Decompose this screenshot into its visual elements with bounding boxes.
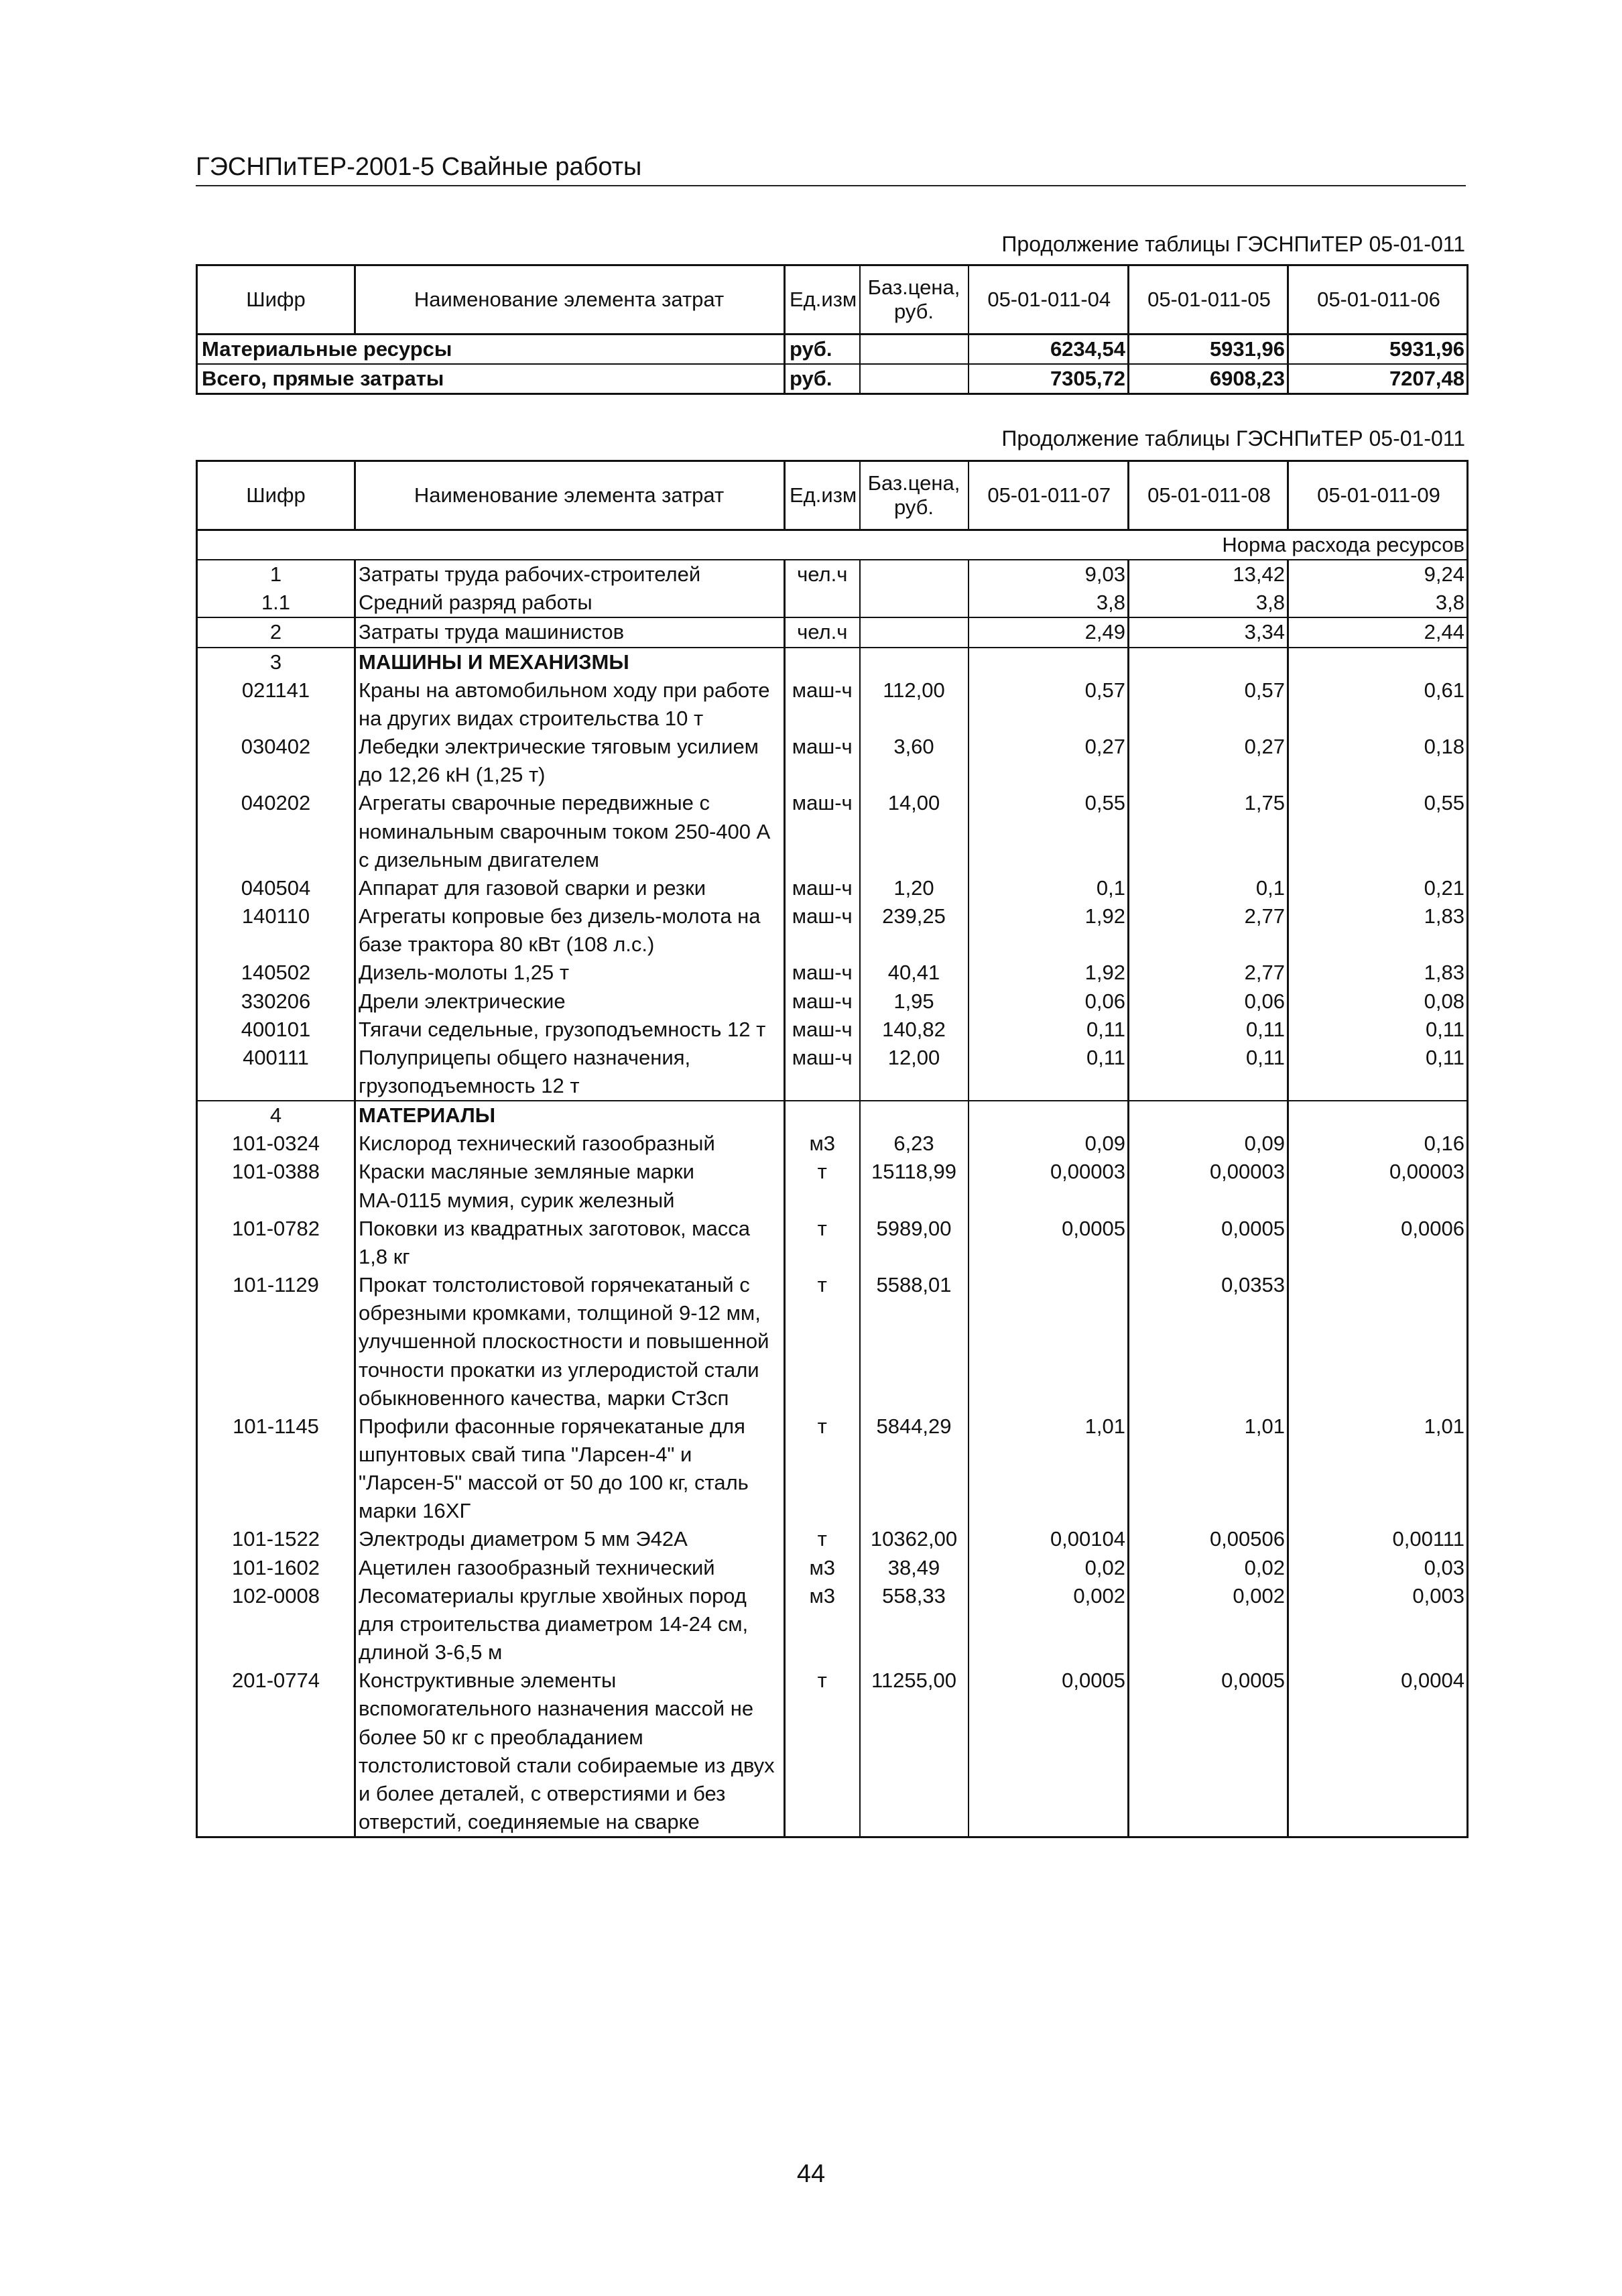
summary-label: Всего, прямые затраты — [197, 364, 785, 394]
row-value: 0,0353 — [1129, 1271, 1288, 1412]
row-value: 0,00104 — [969, 1525, 1129, 1553]
summary-value: 5931,96 — [1129, 335, 1288, 365]
row-value: 0,11 — [1129, 1016, 1288, 1044]
norm-row — [197, 530, 1468, 560]
row-value: 0,002 — [969, 1582, 1129, 1667]
row-value: 1,01 — [1288, 1412, 1468, 1526]
row-price: 5844,29 — [860, 1412, 969, 1526]
row-value: 2,77 — [1129, 902, 1288, 959]
header-code-1: 05-01-011-07 — [969, 461, 1129, 530]
row-value: 0,11 — [969, 1044, 1129, 1101]
row-price: 11255,00 — [860, 1667, 969, 1837]
row-name: Поковки из квадратных заготовок, масса 1,8 кг — [355, 1215, 785, 1271]
summary-value: 7305,72 — [969, 364, 1129, 394]
header-name: Наименование элемента затрат — [355, 461, 785, 530]
row-cipher: 101-1145 — [197, 1412, 355, 1526]
row-name: Электроды диаметром 5 мм Э42А — [355, 1525, 785, 1553]
row-value: 0,00003 — [1129, 1158, 1288, 1214]
summary-row-total — [197, 364, 1468, 394]
table1-caption: Продолжение таблицы ГЭСНПиТЕР 05-01-011 — [1001, 232, 1465, 256]
row-name: Дрели электрические — [355, 987, 785, 1016]
row-cipher: 040504 — [197, 874, 355, 902]
row-price: 558,33 — [860, 1582, 969, 1667]
row-value — [1288, 1271, 1468, 1412]
header-name: Наименование элемента затрат — [355, 265, 785, 335]
table-row — [197, 1582, 1468, 1667]
row-name: МАШИНЫ И МЕХАНИЗМЫ — [355, 648, 785, 676]
row-unit: т — [785, 1215, 860, 1271]
row-value: 3,8 — [1288, 589, 1468, 617]
row-value: 0,0005 — [969, 1215, 1129, 1271]
row-value — [969, 648, 1129, 676]
table-row — [197, 1101, 1468, 1130]
row-value — [1129, 1101, 1288, 1130]
row-value: 0,0005 — [1129, 1215, 1288, 1271]
table-row — [197, 1044, 1468, 1101]
table-row — [197, 617, 1468, 647]
header-unit: Ед.изм — [785, 461, 860, 530]
row-value: 1,75 — [1129, 789, 1288, 873]
table2-caption: Продолжение таблицы ГЭСНПиТЕР 05-01-011 — [1001, 426, 1465, 450]
table-row — [197, 1525, 1468, 1553]
row-value: 0,09 — [1129, 1130, 1288, 1158]
row-value — [969, 1101, 1129, 1130]
row-unit: маш-ч — [785, 902, 860, 959]
row-value: 0,57 — [1129, 676, 1288, 733]
resource-table — [196, 460, 1469, 1838]
row-unit: маш-ч — [785, 1044, 860, 1101]
row-value — [969, 1271, 1129, 1412]
row-name: Тягачи седельные, грузоподъемность 12 т — [355, 1016, 785, 1044]
row-unit: т — [785, 1667, 860, 1837]
row-value: 0,57 — [969, 676, 1129, 733]
row-value: 0,27 — [969, 733, 1129, 789]
row-value: 0,0006 — [1288, 1215, 1468, 1271]
row-unit: т — [785, 1525, 860, 1553]
table-row — [197, 789, 1468, 873]
row-cipher: 3 — [197, 648, 355, 676]
header-rule — [196, 185, 1466, 186]
row-value: 0,11 — [1288, 1016, 1468, 1044]
row-price: 112,00 — [860, 676, 969, 733]
row-price — [860, 617, 969, 647]
row-price: 14,00 — [860, 789, 969, 873]
row-value: 0,02 — [1129, 1554, 1288, 1582]
row-value: 13,42 — [1129, 560, 1288, 589]
row-price: 6,23 — [860, 1130, 969, 1158]
row-name: МАТЕРИАЛЫ — [355, 1101, 785, 1130]
table-row — [197, 902, 1468, 959]
row-name: Агрегаты копровые без дизель-молота на базе трактора 80 кВт (108 л.с.) — [355, 902, 785, 959]
row-name: Конструктивные элементы вспомогательного назначения массой не более 50 кг с преобладанием толстолистовой стали собираемые из двух и более деталей, с отверстиями и без отверстий, соединяемые на сварке — [355, 1667, 785, 1837]
row-cipher: 021141 — [197, 676, 355, 733]
row-value — [1288, 648, 1468, 676]
row-value: 2,49 — [969, 617, 1129, 647]
row-name: Кислород технический газообразный — [355, 1130, 785, 1158]
row-cipher: 1.1 — [197, 589, 355, 617]
table-row — [197, 1554, 1468, 1582]
row-cipher: 400111 — [197, 1044, 355, 1101]
header-price: Баз.цена, руб. — [860, 461, 969, 530]
running-header: ГЭСНПиТЕР-2001-5 Свайные работы — [196, 153, 642, 181]
row-value — [1129, 648, 1288, 676]
row-value: 0,61 — [1288, 676, 1468, 733]
header-unit: Ед.изм — [785, 265, 860, 335]
row-name: Краны на автомобильном ходу при работе на других видах строительства 10 т — [355, 676, 785, 733]
row-value: 0,02 — [969, 1554, 1129, 1582]
row-cipher: 201-0774 — [197, 1667, 355, 1837]
page-number: 44 — [796, 2160, 826, 2188]
row-cipher: 400101 — [197, 1016, 355, 1044]
row-value: 0,00003 — [969, 1158, 1129, 1214]
row-name: Лесоматериалы круглые хвойных пород для строительства диаметром 14-24 см, длиной 3-6,5 м — [355, 1582, 785, 1667]
row-value — [1288, 1101, 1468, 1130]
row-cipher: 330206 — [197, 987, 355, 1016]
row-value: 0,16 — [1288, 1130, 1468, 1158]
table-row — [197, 987, 1468, 1016]
row-name: Средний разряд работы — [355, 589, 785, 617]
row-unit: маш-ч — [785, 733, 860, 789]
summary-header-row — [197, 265, 1468, 335]
row-value: 0,003 — [1288, 1582, 1468, 1667]
row-cipher: 2 — [197, 617, 355, 647]
row-price — [860, 560, 969, 589]
table-row — [197, 560, 1468, 589]
row-price: 1,95 — [860, 987, 969, 1016]
table-row — [197, 589, 1468, 617]
row-unit: т — [785, 1412, 860, 1526]
row-value: 0,0005 — [1129, 1667, 1288, 1837]
row-cipher: 101-1522 — [197, 1525, 355, 1553]
table-row — [197, 1412, 1468, 1526]
row-cipher: 101-1129 — [197, 1271, 355, 1412]
row-value: 0,11 — [1288, 1044, 1468, 1101]
row-name: Дизель-молоты 1,25 т — [355, 959, 785, 987]
row-price — [860, 589, 969, 617]
row-value: 9,24 — [1288, 560, 1468, 589]
row-cipher: 140502 — [197, 959, 355, 987]
row-unit: маш-ч — [785, 1016, 860, 1044]
row-unit — [785, 1101, 860, 1130]
row-value: 9,03 — [969, 560, 1129, 589]
header-code-2: 05-01-011-08 — [1129, 461, 1288, 530]
row-price: 5588,01 — [860, 1271, 969, 1412]
row-cipher: 101-0782 — [197, 1215, 355, 1271]
row-name: Агрегаты сварочные передвижные с номинальным сварочным током 250-400 А с дизельным двигателем — [355, 789, 785, 873]
table-row — [197, 874, 1468, 902]
header-cipher: Шифр — [197, 265, 355, 335]
row-name: Прокат толстолистовой горячекатаный с обрезными кромками, толщиной 9-12 мм, улучшенной плоскостности и повышенной точности прокатки из углеродистой стали обыкновенного качества, марки Ст3сп — [355, 1271, 785, 1412]
row-value: 1,01 — [969, 1412, 1129, 1526]
row-unit: т — [785, 1271, 860, 1412]
norm-label: Норма расхода ресурсов — [197, 530, 1468, 560]
row-cipher: 140110 — [197, 902, 355, 959]
row-unit: м3 — [785, 1582, 860, 1667]
row-value: 2,44 — [1288, 617, 1468, 647]
row-name: Затраты труда рабочих-строителей — [355, 560, 785, 589]
row-value: 3,8 — [1129, 589, 1288, 617]
row-name: Затраты труда машинистов — [355, 617, 785, 647]
row-unit: маш-ч — [785, 987, 860, 1016]
row-name: Ацетилен газообразный технический — [355, 1554, 785, 1582]
table-row — [197, 1215, 1468, 1271]
row-unit — [785, 589, 860, 617]
row-unit: маш-ч — [785, 874, 860, 902]
row-value: 0,06 — [1129, 987, 1288, 1016]
row-price: 239,25 — [860, 902, 969, 959]
row-price: 40,41 — [860, 959, 969, 987]
summary-value: 6908,23 — [1129, 364, 1288, 394]
table-row — [197, 648, 1468, 676]
row-value: 0,1 — [969, 874, 1129, 902]
row-value: 0,03 — [1288, 1554, 1468, 1582]
row-value: 1,92 — [969, 902, 1129, 959]
row-unit: м3 — [785, 1130, 860, 1158]
row-cipher: 101-0388 — [197, 1158, 355, 1214]
row-name: Профили фасонные горячекатаные для шпунтовых свай типа "Ларсен-4" и "Ларсен-5" массой от 50 до 100 кг, сталь марки 16ХГ — [355, 1412, 785, 1526]
row-unit: м3 — [785, 1554, 860, 1582]
summary-price — [860, 335, 969, 365]
row-unit: чел.ч — [785, 617, 860, 647]
row-price — [860, 648, 969, 676]
row-cipher: 040202 — [197, 789, 355, 873]
row-price: 1,20 — [860, 874, 969, 902]
summary-unit: руб. — [785, 364, 860, 394]
row-value: 0,002 — [1129, 1582, 1288, 1667]
table-row — [197, 1158, 1468, 1214]
header-cipher: Шифр — [197, 461, 355, 530]
row-value: 0,00111 — [1288, 1525, 1468, 1553]
summary-price — [860, 364, 969, 394]
summary-value: 7207,48 — [1288, 364, 1468, 394]
row-unit: чел.ч — [785, 560, 860, 589]
row-value: 0,11 — [1129, 1044, 1288, 1101]
row-cipher: 101-0324 — [197, 1130, 355, 1158]
summary-row-materials — [197, 335, 1468, 365]
row-cipher: 101-1602 — [197, 1554, 355, 1582]
row-name: Аппарат для газовой сварки и резки — [355, 874, 785, 902]
row-value: 0,00506 — [1129, 1525, 1288, 1553]
resource-header-row — [197, 461, 1468, 530]
row-price — [860, 1101, 969, 1130]
table-row — [197, 733, 1468, 789]
table-row — [197, 676, 1468, 733]
header-code-2: 05-01-011-05 — [1129, 265, 1288, 335]
row-value: 0,27 — [1129, 733, 1288, 789]
summary-value: 6234,54 — [969, 335, 1129, 365]
row-name: Полуприцепы общего назначения, грузоподъемность 12 т — [355, 1044, 785, 1101]
row-value: 0,0004 — [1288, 1667, 1468, 1837]
header-code-3: 05-01-011-09 — [1288, 461, 1468, 530]
row-cipher: 102-0008 — [197, 1582, 355, 1667]
row-unit — [785, 648, 860, 676]
summary-label: Материальные ресурсы — [197, 335, 785, 365]
summary-unit: руб. — [785, 335, 860, 365]
row-value: 0,55 — [969, 789, 1129, 873]
row-value: 0,0005 — [969, 1667, 1129, 1837]
row-price: 12,00 — [860, 1044, 969, 1101]
row-price: 10362,00 — [860, 1525, 969, 1553]
row-value: 0,18 — [1288, 733, 1468, 789]
row-value: 1,83 — [1288, 902, 1468, 959]
header-price: Баз.цена, руб. — [860, 265, 969, 335]
row-unit: маш-ч — [785, 789, 860, 873]
table-row — [197, 1667, 1468, 1837]
row-cipher: 1 — [197, 560, 355, 589]
row-name: Краски масляные земляные марки МА-0115 мумия, сурик железный — [355, 1158, 785, 1214]
header-code-3: 05-01-011-06 — [1288, 265, 1468, 335]
row-price: 15118,99 — [860, 1158, 969, 1214]
row-value: 0,08 — [1288, 987, 1468, 1016]
row-value: 0,06 — [969, 987, 1129, 1016]
row-cipher: 4 — [197, 1101, 355, 1130]
row-value: 3,34 — [1129, 617, 1288, 647]
row-name: Лебедки электрические тяговым усилием до 12,26 кН (1,25 т) — [355, 733, 785, 789]
row-unit: маш-ч — [785, 959, 860, 987]
row-value: 0,11 — [969, 1016, 1129, 1044]
row-price: 3,60 — [860, 733, 969, 789]
row-unit: маш-ч — [785, 676, 860, 733]
row-value: 0,1 — [1129, 874, 1288, 902]
row-value: 0,21 — [1288, 874, 1468, 902]
row-value: 1,01 — [1129, 1412, 1288, 1526]
row-unit: т — [785, 1158, 860, 1214]
row-value: 3,8 — [969, 589, 1129, 617]
header-code-1: 05-01-011-04 — [969, 265, 1129, 335]
row-value: 0,00003 — [1288, 1158, 1468, 1214]
row-value: 2,77 — [1129, 959, 1288, 987]
summary-table — [196, 264, 1469, 395]
table-row — [197, 1016, 1468, 1044]
summary-value: 5931,96 — [1288, 335, 1468, 365]
table-row — [197, 1271, 1468, 1412]
row-value: 0,55 — [1288, 789, 1468, 873]
row-value: 1,92 — [969, 959, 1129, 987]
row-value: 0,09 — [969, 1130, 1129, 1158]
row-price: 38,49 — [860, 1554, 969, 1582]
row-value: 1,83 — [1288, 959, 1468, 987]
row-cipher: 030402 — [197, 733, 355, 789]
table-row — [197, 959, 1468, 987]
row-price: 5989,00 — [860, 1215, 969, 1271]
row-price: 140,82 — [860, 1016, 969, 1044]
table-row — [197, 1130, 1468, 1158]
